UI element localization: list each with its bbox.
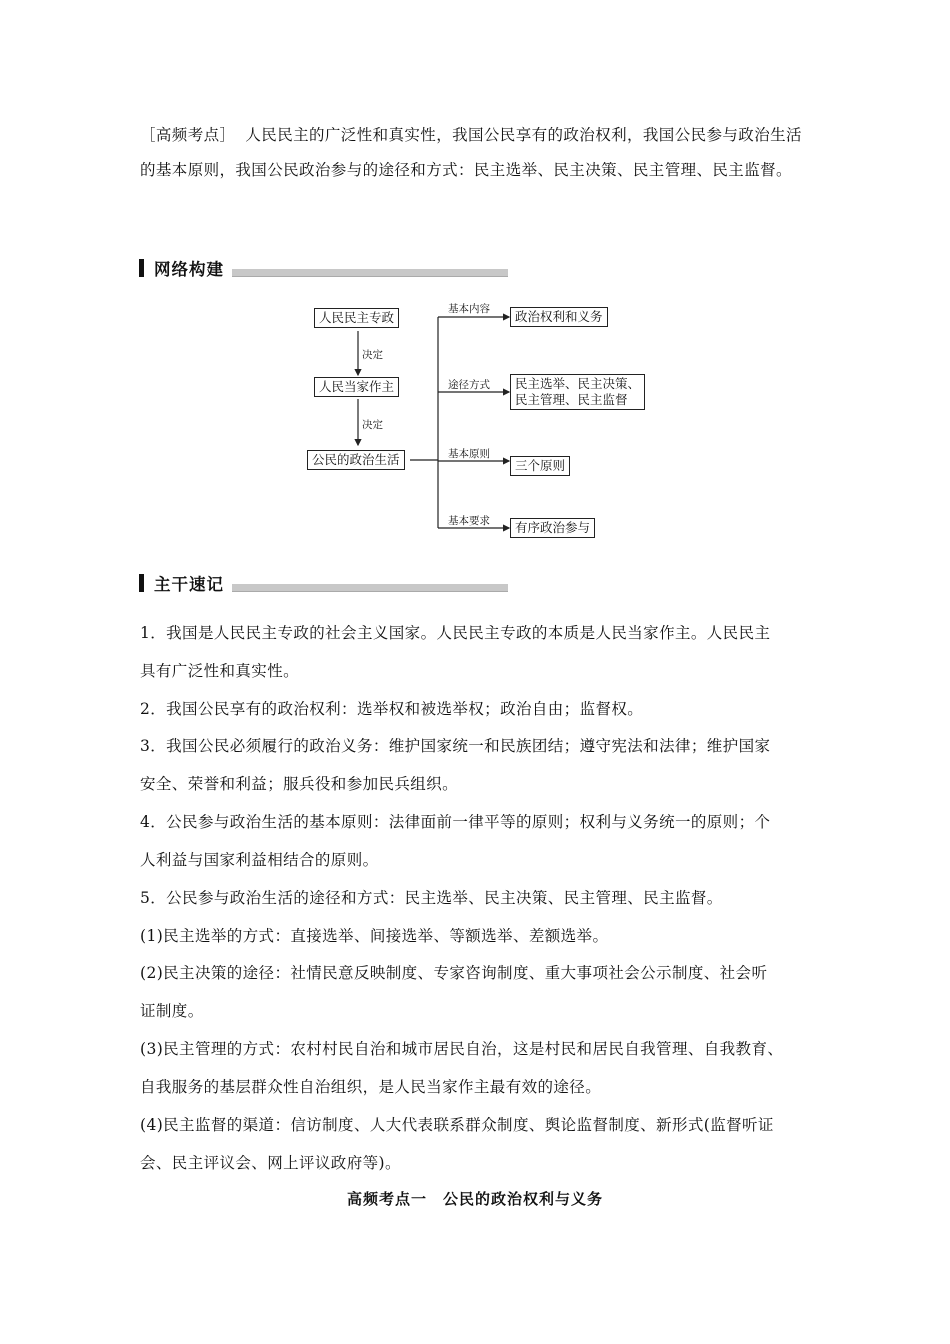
branch-label-ways: 途径方式: [448, 379, 490, 391]
section-title: 网络构建: [154, 260, 224, 279]
section-rule: [232, 269, 508, 277]
section-header-network: [139, 257, 508, 279]
branch-label-basic-principles: 基本原则: [448, 448, 490, 460]
four-democracies-line-2: 民主管理、民主监督: [515, 392, 628, 407]
point-2: 2．我国公民享有的政治权利：选举权和被选举权；政治自由；监督权。: [140, 700, 644, 718]
section-marker: [139, 574, 144, 592]
box-rights-and-duties: 政治权利和义务: [510, 307, 608, 327]
concept-diagram: [300, 295, 660, 550]
intro-text: 人民民主的广泛性和真实性，我国公民享有的政治权利，我国公民参与政治生活的基本原则，我国公民政治参与的途径和方式：民主选举、民主决策、民主管理、民主监督。: [140, 126, 802, 179]
branch-label-basic-content: 基本内容: [448, 303, 490, 315]
subpoint-2-line-1: (2)民主决策的途径：社情民意反映制度、专家咨询制度、重大事项社会公示制度、社会听: [140, 964, 768, 982]
four-democracies-line-1: 民主选举、民主决策、: [515, 376, 641, 391]
subpoint-1: (1)民主选举的方式：直接选举、间接选举、等额选举、差额选举。: [140, 927, 609, 945]
point-1-line-2: 具有广泛性和真实性。: [140, 662, 300, 680]
subpoint-4-line-2: 会、民主评议会、网上评议政府等)。: [140, 1154, 401, 1172]
box-four-democracies: [510, 374, 645, 410]
subpoint-3-line-2: 自我服务的基层群众性自治组织，是人民当家作主最有效的途径。: [140, 1078, 602, 1096]
topic-heading: 高频考点一 公民的政治权利与义务: [346, 1190, 603, 1208]
intro-tag: ［高频考点］: [140, 126, 236, 144]
subpoint-4-line-1: (4)民主监督的渠道：信访制度、人大代表联系群众制度、舆论监督制度、新形式(监督听证: [140, 1116, 774, 1134]
subpoint-2-line-2: 证制度。: [140, 1002, 204, 1020]
box-people-democratic-dictatorship: 人民民主专政: [314, 308, 399, 328]
box-three-principles: 三个原则: [510, 456, 570, 476]
point-5: 5．公民参与政治生活的途径和方式：民主选举、民主决策、民主管理、民主监督。: [140, 889, 723, 907]
box-citizen-political-life: 公民的政治生活: [307, 450, 405, 470]
section-header-summary: [139, 572, 508, 594]
point-4-line-1: 4．公民参与政治生活的基本原则：法律面前一律平等的原则；权利与义务统一的原则；个: [140, 813, 771, 831]
subpoint-3-line-1: (3)民主管理的方式：农村村民自治和城市居民自治，这是村民和居民自我管理、自我教育、: [140, 1040, 784, 1058]
intro-paragraph: [140, 118, 815, 188]
arrow-label-determines-2: 决定: [362, 419, 383, 431]
section-title: 主干速记: [154, 575, 224, 594]
section-rule: [232, 584, 508, 592]
box-orderly-participation: 有序政治参与: [510, 518, 595, 538]
diagram-connectors: [300, 295, 660, 550]
box-people-masters: 人民当家作主: [314, 377, 399, 397]
point-3-line-1: 3．我国公民必须履行的政治义务：维护国家统一和民族团结；遵守宪法和法律；维护国家: [140, 737, 771, 755]
point-1-line-1: 1．我国是人民民主专政的社会主义国家。人民民主专政的本质是人民当家作主。人民民主: [140, 624, 771, 642]
branch-label-basic-requirement: 基本要求: [448, 515, 490, 527]
section-marker: [139, 259, 144, 277]
point-3-line-2: 安全、荣誉和利益；服兵役和参加民兵组织。: [140, 775, 459, 793]
arrow-label-determines-1: 决定: [362, 349, 383, 361]
point-4-line-2: 人利益与国家利益相结合的原则。: [140, 851, 379, 869]
